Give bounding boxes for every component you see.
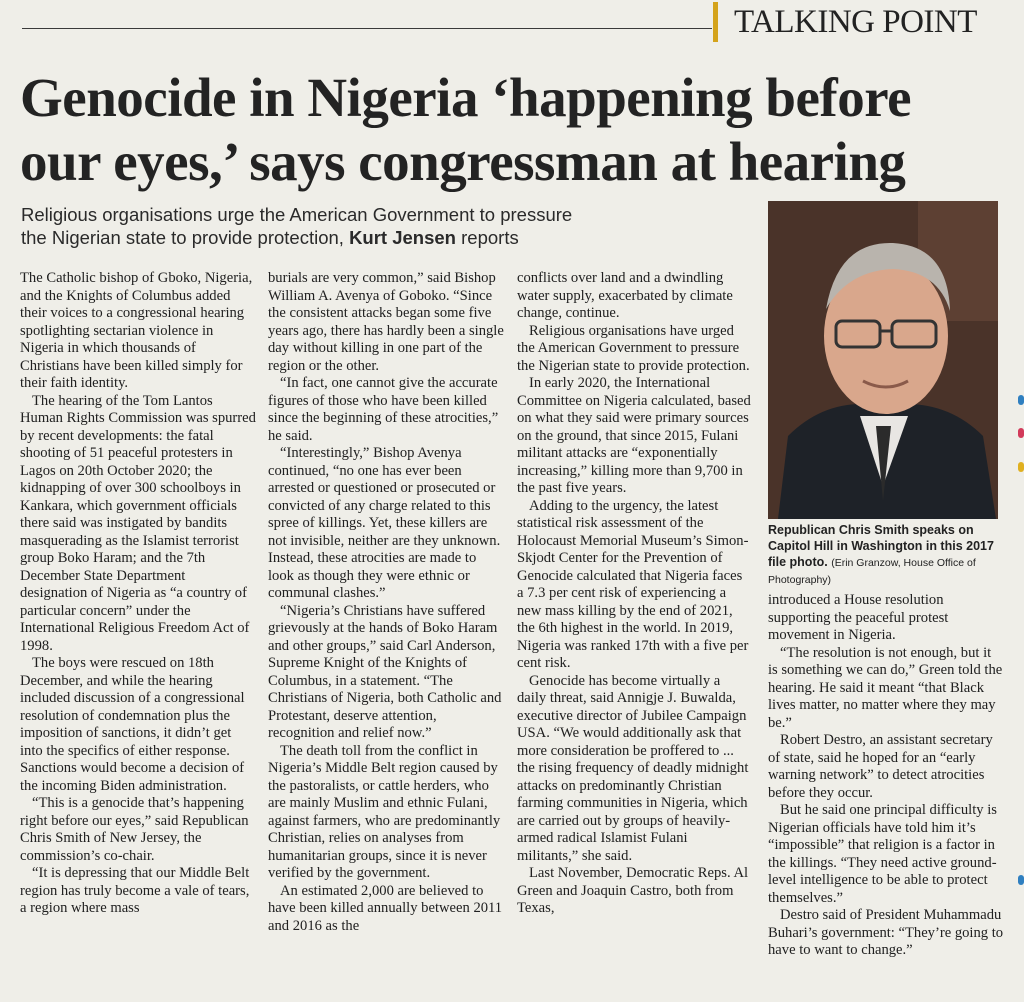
paragraph: “It is depressing that our Middle Belt region has truly become a vale of tears, a region where mass bbox=[20, 865, 250, 916]
paragraph: “The resolution is not enough, but it is something we can do,” Green told the hearing. He said it meant “that Black lives matter, no matter where they may be.” bbox=[768, 644, 1003, 731]
paragraph: Adding to the urgency, the latest statistical risk assessment of the Holocaust Memorial Museum’s Simon-Skjodt Center for the Prevention of Genocide calculated that Nigeria faces a 7.3 per cent risk of experiencing a new mass killing by the end of 2021, the 6th highest in the world. In 2019, Nigeria was ranked 17th with a five per cent risk. bbox=[517, 497, 749, 671]
standfirst-line-1: Religious organisations urge the American Government to pressure bbox=[21, 204, 573, 225]
paragraph: conflicts over land and a dwindling water supply, exacerbated by climate change, continue. bbox=[517, 270, 733, 321]
paragraph: The boys were rescued on 18th December, and while the hearing included discussion of a congressional resolution of condemnation plus the imposition of sanctions, it didn’t get into the specifics of either response. Sanctions would become a decision of the incoming Biden administration. bbox=[20, 655, 245, 794]
photo-caption bbox=[768, 522, 1004, 588]
paragraph: Last November, Democratic Reps. Al Green and Joaquin Castro, both from Texas, bbox=[517, 865, 749, 916]
paragraph: An estimated 2,000 are believed to have been killed annually between 2011 and 2016 as the bbox=[268, 882, 503, 934]
paragraph: introduced a House resolution supporting the peaceful protest movement in Nigeria. bbox=[768, 592, 949, 643]
article-column-4 bbox=[768, 592, 1004, 960]
standfirst-suffix: reports bbox=[461, 227, 519, 248]
paragraph: Destro said of President Muhammadu Buhari’s government: “They’re going to have to want to change.” bbox=[768, 907, 1004, 958]
paragraph: Robert Destro, an assistant secretary of state, said he hoped for an “early warning network” to detect atrocities before they occur. bbox=[768, 732, 993, 801]
section-label: TALKING POINT bbox=[734, 4, 977, 40]
article-column-1 bbox=[20, 270, 256, 918]
page-edge-mark bbox=[1018, 875, 1024, 885]
paragraph: The death toll from the conflict in Nigeria’s Middle Belt region caused by the pastoralists, or cattle herders, who are mainly Muslim and ethnic Fulani, against farmers, who are predominantly Christian, relies on analyses from humanitarian groups, since it is never verified by the government. bbox=[268, 742, 501, 881]
standfirst-line-2 bbox=[21, 226, 761, 249]
article-column-2 bbox=[268, 270, 504, 935]
page-edge-mark bbox=[1018, 395, 1024, 405]
caption-text: Republican Chris Smith speaks on Capitol Hill in Washington in this 2017 file photo. bbox=[768, 523, 994, 569]
paragraph: “In fact, one cannot give the accurate figures of those who have been killed since the beginning of these atrocities,” he said. bbox=[268, 375, 499, 444]
paragraph: The hearing of the Tom Lantos Human Rights Commission was spurred by recent developments: the fatal shooting of 51 peaceful protesters in Lagos on 20th October 2020; the kidnapping of over 300 schoolboys in Kankara, which government officials there said was instigated by bandits masquerading as the Islamist terrorist group Boko Haram; and the 7th December State Department designation of Nigeria as “a country of particular concern” under the International Religious Freedom Act of 1998. bbox=[20, 392, 256, 654]
headline-line-2: our eyes,’ says congressman at hearing bbox=[20, 131, 906, 192]
article-column-3 bbox=[517, 270, 751, 918]
header-rule bbox=[22, 28, 712, 29]
paragraph: “This is a genocide that’s happening right before our eyes,” said Republican Chris Smith of New Jersey, the commission’s co-chair. bbox=[20, 795, 249, 864]
section-accent-bar bbox=[713, 2, 718, 42]
headline-line-1: Genocide in Nigeria ‘happening before bbox=[20, 67, 912, 128]
byline-author: Kurt Jensen bbox=[349, 227, 456, 248]
standfirst bbox=[21, 203, 761, 249]
paragraph: “Interestingly,” Bishop Avenya continued, “no one has ever been arrested or questioned or prosecuted or convicted of any charge related to this spree of killings. Yet, these killers are not invisible, neither are they unknown. Instead, these atrocities are made to look as though they were ethnic or communal clashes.” bbox=[268, 445, 501, 601]
photo-credit: (Erin Granzow, House Office of Photography) bbox=[768, 557, 976, 586]
headline bbox=[20, 66, 1010, 194]
paragraph: The Catholic bishop of Gboko, Nigeria, and the Knights of Columbus added their voices to a congressional hearing spotlighting sectarian violence in Nigeria in which thousands of Christians have been killed simply for their faith identity. bbox=[20, 270, 253, 391]
page-edge-mark bbox=[1018, 428, 1024, 438]
paragraph: “Nigeria’s Christians have suffered grievously at the hands of Boko Haram and other groups,” said Carl Anderson, Supreme Knight of the Knights of Columbus, in a statement. “The Christians of Nigeria, both Catholic and Protestant, deserve attention, recognition and relief now.” bbox=[268, 602, 502, 741]
paragraph: But he said one principal difficulty is Nigerian officials have told him it’s “impossible” that religion is a factor in the killings. “They need active ground-level intelligence to be able to protect themselves.” bbox=[768, 802, 997, 906]
paragraph: In early 2020, the International Committee on Nigeria calculated, based on what they said were primary sources on the ground, that since 2015, Fulani militant attacks are “exponentially increasing,” killing more than 9,700 in the past five years. bbox=[517, 375, 751, 496]
standfirst-prefix: the Nigerian state to provide protection, bbox=[21, 227, 344, 248]
paragraph: Religious organisations have urged the American Government to pressure the Nigerian state to provide protection. bbox=[517, 322, 750, 374]
page-edge-mark bbox=[1018, 462, 1024, 472]
paragraph: burials are very common,” said Bishop William A. Avenya of Goboko. “Since the consistent attacks began some five years ago, there has hardly been a single day without killing in one part of the region or the other. bbox=[268, 270, 504, 374]
news-photo bbox=[768, 201, 998, 519]
paragraph: Genocide has become virtually a daily threat, said Annigje J. Buwalda, executive director of Jubilee Campaign USA. “We would additionally ask that more consideration be proffered to ... the rising frequency of deadly midnight attacks on predominantly Christian farming communities in Nigeria, which are carried out by groups of heavily-armed radical Islamist Fulani militants,” she said. bbox=[517, 672, 749, 864]
portrait-illustration bbox=[768, 201, 998, 519]
